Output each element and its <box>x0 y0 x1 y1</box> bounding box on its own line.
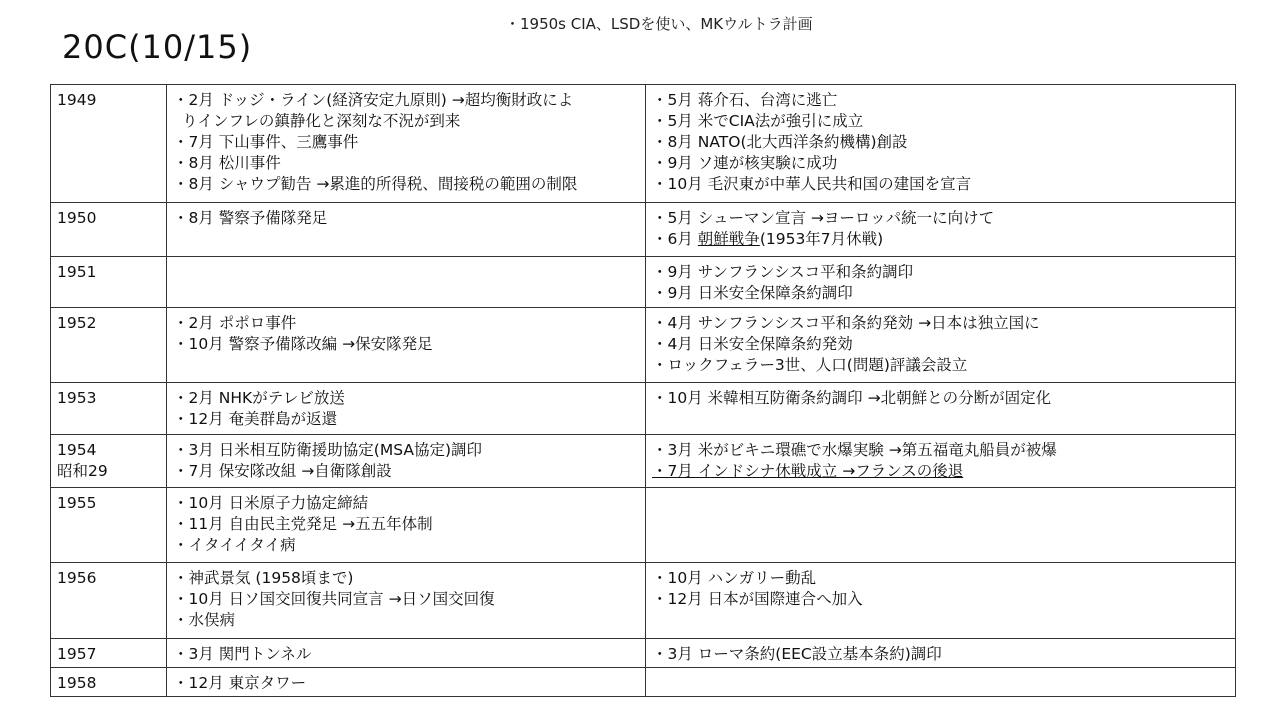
world-event: ・4月 日米安全保障条約発効 <box>652 335 853 353</box>
table-row-1957 <box>51 639 1236 668</box>
table-row-1951 <box>51 257 1236 308</box>
japan-event: ・8月 警察予備隊発足 <box>173 209 328 227</box>
world-event: ・9月 日米安全保障条約調印 <box>652 284 853 302</box>
world-event-korean-war <box>652 229 1229 250</box>
japan-events-cell <box>167 639 646 668</box>
japan-events-cell <box>167 308 646 383</box>
japan-event: ・2月 ドッジ・ライン(経済安定九原則) →超均衡財政によ <box>173 91 574 109</box>
world-event: ・10月 毛沢東が中華人民共和国の建国を宣言 <box>652 175 972 193</box>
world-events-cell <box>646 308 1236 383</box>
japan-events-cell <box>167 668 646 697</box>
table-row-1952 <box>51 308 1236 383</box>
japan-event: ・8月 シャウプ勧告 →累進的所得税、間接税の範囲の制限 <box>173 175 578 193</box>
table-row-1950 <box>51 203 1236 257</box>
year-cell <box>51 668 167 697</box>
japan-events-cell <box>167 383 646 435</box>
japan-events-cell <box>167 203 646 257</box>
era-label: 昭和29 <box>57 462 108 480</box>
year-cell <box>51 435 167 488</box>
world-events-cell <box>646 383 1236 435</box>
japan-event: ・7月 保安隊改組 →自衛隊創設 <box>173 462 392 480</box>
japan-event: ・10月 警察予備隊改編 →保安隊発足 <box>173 335 433 353</box>
world-events-cell <box>646 435 1236 488</box>
top-note: ・1950s CIA、LSDを使い、MKウルトラ計画 <box>505 15 813 33</box>
korean-war-underlined: 朝鮮戦争 <box>697 230 760 248</box>
year-label: 1953 <box>57 389 97 407</box>
world-events-cell <box>646 203 1236 257</box>
japan-events-cell <box>167 85 646 203</box>
world-event: ・9月 ソ連が核実験に成功 <box>652 154 838 172</box>
year-label: 1958 <box>57 674 97 692</box>
japan-event: ・8月 松川事件 <box>173 154 281 172</box>
year-label: 1954 <box>57 441 97 459</box>
year-cell <box>51 308 167 383</box>
world-event: ・ロックフェラー3世、人口(問題)評議会設立 <box>652 356 968 374</box>
table-row-1954 <box>51 435 1236 488</box>
world-event: ・3月 米がビキニ環礁で水爆実験 →第五福竜丸船員が被爆 <box>652 441 1057 459</box>
japan-event: ・3月 日米相互防衛援助協定(MSA協定)調印 <box>173 441 482 459</box>
japan-event: ・水俣病 <box>173 611 236 629</box>
year-cell <box>51 383 167 435</box>
japan-event: ・10月 日米原子力協定締結 <box>173 494 369 512</box>
table-row-1956 <box>51 563 1236 639</box>
japan-events-cell <box>167 563 646 639</box>
timeline-table <box>50 84 1236 697</box>
japan-event: ・3月 関門トンネル <box>173 645 312 663</box>
year-label: 1949 <box>57 91 97 109</box>
table-row-1958 <box>51 668 1236 697</box>
japan-event: ・10月 日ソ国交回復共同宣言 →日ソ国交回復 <box>173 590 495 608</box>
year-cell <box>51 639 167 668</box>
world-event: ・5月 シューマン宣言 →ヨーロッパ統一に向けて <box>652 209 995 227</box>
world-event: ・10月 ハンガリー動乱 <box>652 569 817 587</box>
year-cell <box>51 488 167 563</box>
event-suffix: (1953年7月休戦) <box>759 230 884 248</box>
page-title: 20C(10/15) <box>62 28 253 66</box>
japan-event-continued: りインフレの鎮静化と深刻な不況が到来 <box>182 112 461 130</box>
japan-event: ・11月 自由民主党発足 →五五年体制 <box>173 515 433 533</box>
japan-events-cell <box>167 488 646 563</box>
japan-events-cell <box>167 435 646 488</box>
world-event: ・4月 サンフランシスコ平和条約発効 →日本は独立国に <box>652 314 1040 332</box>
world-event-underlined: ・7月 インドシナ休戦成立 →フランスの後退 <box>652 462 964 480</box>
japan-event: ・神武景気 (1958頃まで) <box>173 569 354 587</box>
year-cell <box>51 203 167 257</box>
japan-event: ・2月 ポポロ事件 <box>173 314 297 332</box>
year-label: 1955 <box>57 494 97 512</box>
table-row-1953 <box>51 383 1236 435</box>
world-event: ・5月 米でCIA法が強引に成立 <box>652 112 864 130</box>
event-prefix: ・6月 <box>652 230 698 248</box>
world-events-cell <box>646 639 1236 668</box>
year-label: 1952 <box>57 314 97 332</box>
world-events-cell <box>646 85 1236 203</box>
world-event: ・3月 ローマ条約(EEC設立基本条約)調印 <box>652 645 942 663</box>
japan-event: ・12月 東京タワー <box>173 674 307 692</box>
year-label: 1956 <box>57 569 97 587</box>
japan-event: ・12月 奄美群島が返還 <box>173 410 338 428</box>
table-row-1949 <box>51 85 1236 203</box>
world-events-cell <box>646 488 1236 563</box>
world-events-cell <box>646 257 1236 308</box>
table-row-1955 <box>51 488 1236 563</box>
year-label: 1950 <box>57 209 97 227</box>
japan-event: ・イタイイタイ病 <box>173 536 296 554</box>
japan-event: ・7月 下山事件、三鷹事件 <box>173 133 359 151</box>
world-events-cell <box>646 668 1236 697</box>
world-event: ・10月 米韓相互防衛条約調印 →北朝鮮との分断が固定化 <box>652 389 1052 407</box>
world-event: ・8月 NATO(北大西洋条約機構)創設 <box>652 133 908 151</box>
world-events-cell <box>646 563 1236 639</box>
japan-events-cell <box>167 257 646 308</box>
world-event: ・5月 蒋介石、台湾に逃亡 <box>652 91 838 109</box>
japan-event: ・2月 NHKがテレビ放送 <box>173 389 345 407</box>
world-event: ・9月 サンフランシスコ平和条約調印 <box>652 263 914 281</box>
world-event: ・12月 日本が国際連合へ加入 <box>652 590 863 608</box>
year-cell <box>51 85 167 203</box>
year-label: 1951 <box>57 263 97 281</box>
year-cell <box>51 257 167 308</box>
year-cell <box>51 563 167 639</box>
year-label: 1957 <box>57 645 97 663</box>
